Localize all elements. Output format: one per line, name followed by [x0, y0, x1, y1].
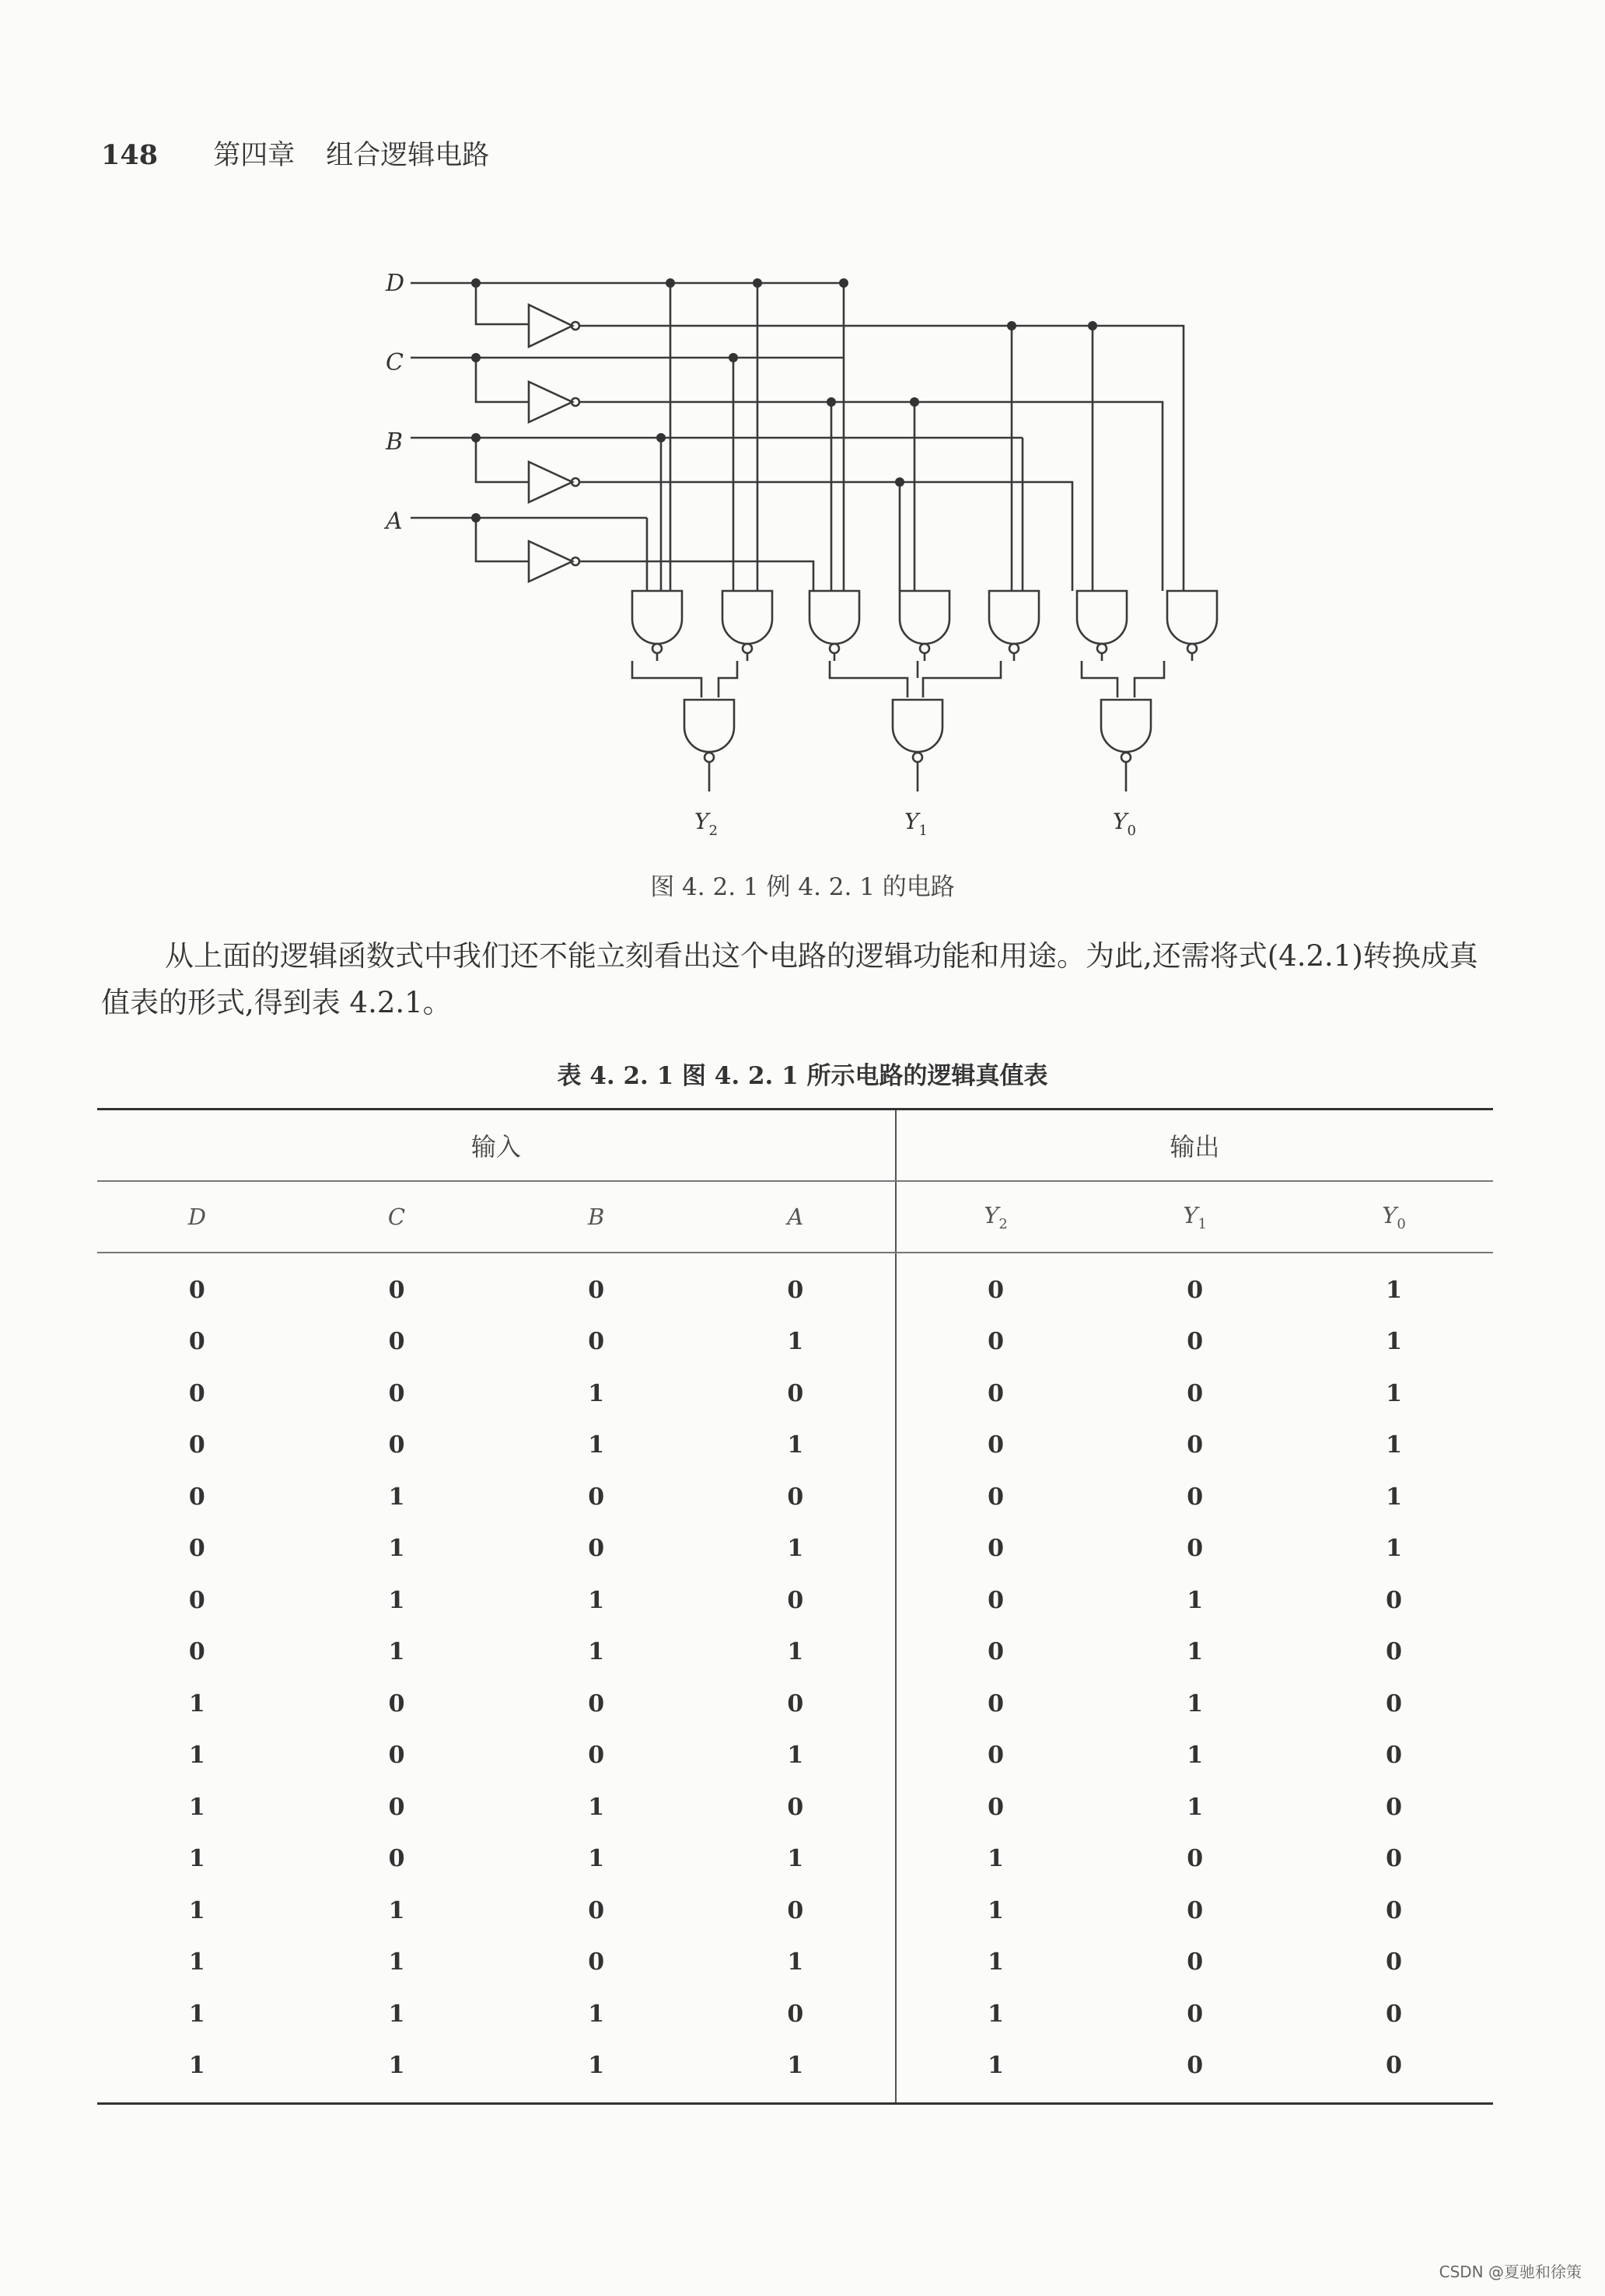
table-cell: 1	[696, 1523, 896, 1575]
table-row	[97, 1730, 1493, 1782]
nand-gate	[722, 591, 772, 644]
table-cell: 1	[988, 2000, 1004, 2028]
table-cell: 0	[388, 1690, 405, 1718]
table-cell: 0	[1095, 2040, 1295, 2104]
table-cell: 0	[988, 1793, 1004, 1821]
input-label-d: D	[386, 270, 405, 297]
table-cell: 1	[188, 1793, 205, 1821]
input-label-a: A	[386, 508, 403, 535]
table-row	[97, 1627, 1493, 1679]
table-cell: 0	[188, 1379, 205, 1407]
table-cell: 0	[388, 1793, 405, 1821]
table-cell: 0	[1386, 1948, 1402, 1976]
table-cell: 1	[388, 1586, 405, 1614]
table-cell: 0	[1386, 1845, 1402, 1873]
table-cell: 0	[1187, 1483, 1204, 1511]
nand-gate-bubble	[920, 644, 929, 653]
table-cell: 1	[1386, 1328, 1402, 1356]
table-cell: 0	[988, 1690, 1004, 1718]
table-row	[97, 1833, 1493, 1885]
table-cell: 1	[696, 1627, 896, 1679]
output-label-y1: $Y_1$	[904, 809, 928, 839]
nand-gate-bubble	[1009, 644, 1019, 653]
table-cell: 0	[696, 1471, 896, 1523]
nand-gate-bubble	[652, 644, 662, 653]
table-row	[97, 1781, 1493, 1833]
table-cell: 1	[588, 1793, 605, 1821]
table-cell: 0	[1187, 1535, 1204, 1563]
table-cell: 1	[588, 1379, 605, 1407]
table-cell: 0	[588, 1742, 605, 1770]
table-cell: 0	[696, 1678, 896, 1730]
table-cell: 1	[988, 1896, 1004, 1924]
table-cell: 1	[1187, 1690, 1204, 1718]
table-cell: 1	[188, 1896, 205, 1924]
table-cell: 0	[1187, 1276, 1204, 1304]
nand-gate-bubble	[1187, 644, 1197, 653]
table-cell: 0	[1386, 1586, 1402, 1614]
table-cell: 1	[696, 2040, 896, 2104]
nand-gates-level1	[632, 518, 1217, 661]
table-cell: 1	[696, 1316, 896, 1368]
table-cell: 0	[388, 1845, 405, 1873]
table-cell: 0	[588, 1328, 605, 1356]
column-header: D	[97, 1181, 297, 1253]
table-cell: 0	[388, 1328, 405, 1356]
table-cell: 0	[188, 1586, 205, 1614]
table-cell: 1	[988, 1845, 1004, 1873]
nand-gate	[632, 591, 682, 644]
column-header: C	[297, 1181, 497, 1253]
column-header: B	[496, 1181, 696, 1253]
table-cell: 0	[1187, 1948, 1204, 1976]
table-cell: 0	[988, 1638, 1004, 1666]
table-cell: 0	[588, 1948, 605, 1976]
table-row	[97, 1988, 1493, 2040]
table-row	[97, 1316, 1493, 1368]
table-row	[97, 1574, 1493, 1627]
table-cell: 1	[1386, 1431, 1402, 1459]
table-cell: 0	[1386, 1742, 1402, 1770]
watermark: CSDN @夏驰和徐策	[1439, 2263, 1582, 2281]
table-row	[97, 2040, 1493, 2104]
table-cell: 1	[1386, 1276, 1402, 1304]
table-cell: 0	[188, 1276, 205, 1304]
table-cell: 0	[388, 1431, 405, 1459]
table-cell: 1	[588, 1431, 605, 1459]
column-header: $Y_0$	[1295, 1181, 1493, 1253]
output-label-y2: $Y_2$	[694, 809, 718, 839]
nand-gate	[1167, 591, 1217, 644]
table-cell: 0	[1386, 2000, 1402, 2028]
table-cell: 0	[696, 1988, 896, 2040]
column-header: $Y_2$	[896, 1181, 1096, 1253]
table-cell: 1	[1187, 1638, 1204, 1666]
table-cell: 0	[388, 1742, 405, 1770]
table-cell: 0	[1386, 1793, 1402, 1821]
table-cell: 0	[1187, 1845, 1204, 1873]
table-cell: 0	[1386, 1638, 1402, 1666]
table-cell: 1	[496, 2040, 696, 2104]
input-label-c: C	[386, 349, 404, 376]
table-cell: 1	[188, 2000, 205, 2028]
table-cell: 1	[588, 1845, 605, 1873]
table-cell: 0	[588, 1276, 605, 1304]
section-title: 组合逻辑电路	[326, 140, 490, 171]
table-row	[97, 1523, 1493, 1575]
circuit-diagram	[0, 0, 1605, 855]
table-cell: 1	[696, 1420, 896, 1472]
nand-gate	[900, 591, 949, 644]
table-cell: 0	[988, 1431, 1004, 1459]
table-cell: 0	[696, 1781, 896, 1833]
column-header: $Y_1$	[1095, 1181, 1295, 1253]
table-cell: 1	[1386, 1379, 1402, 1407]
table-cell: 0	[588, 1483, 605, 1511]
table-cell: 0	[188, 1483, 205, 1511]
table-cell: 0	[988, 1328, 1004, 1356]
table-cell: 0	[188, 1328, 205, 1356]
table-cell: 1	[588, 1586, 605, 1614]
table-cell: 0	[388, 1276, 405, 1304]
table-cell: 0	[588, 1896, 605, 1924]
chapter-label: 第四章	[213, 140, 295, 171]
table-cell: 0	[1386, 1896, 1402, 1924]
table-cell: 1	[1187, 1793, 1204, 1821]
nand-gate	[989, 591, 1039, 644]
table-cell: 1	[588, 1638, 605, 1666]
table-row	[97, 1678, 1493, 1730]
table-cell: 0	[588, 1535, 605, 1563]
body-paragraph: 从上面的逻辑函数式中我们还不能立刻看出这个电路的逻辑功能和用途。为此,还需将式(4.2.1)转换成真值表的形式,得到表 4.2.1。	[101, 939, 1478, 1019]
table-cell: 0	[696, 1253, 896, 1316]
output-label-y0: $Y_0$	[1113, 809, 1136, 839]
table-row	[97, 1471, 1493, 1523]
table-cell: 0	[696, 1574, 896, 1627]
table-row	[97, 1420, 1493, 1472]
nand-gate-bubble	[743, 644, 752, 653]
table-cell: 0	[1187, 1328, 1204, 1356]
table-cell: 0	[988, 1535, 1004, 1563]
nand-gates-level2	[632, 661, 1164, 792]
table-cell: 1	[188, 1845, 205, 1873]
table-cell: 1	[696, 1730, 896, 1782]
table-cell: 1	[696, 1937, 896, 1989]
table-title: 表 4. 2. 1 图 4. 2. 1 所示电路的逻辑真值表	[557, 1062, 1048, 1090]
table-cell: 1	[388, 1483, 405, 1511]
table-cell: 0	[1295, 2040, 1493, 2104]
table-cell: 0	[1187, 1896, 1204, 1924]
nand-gate-bubble	[830, 644, 839, 653]
table-cell: 0	[988, 1276, 1004, 1304]
truth-table	[97, 1108, 1493, 2105]
table-cell: 1	[388, 1638, 405, 1666]
table-cell: 1	[297, 2040, 497, 2104]
table-cell: 0	[1386, 1690, 1402, 1718]
table-cell: 1	[388, 2000, 405, 2028]
nand-gate	[1077, 591, 1127, 644]
table-cell: 0	[388, 1379, 405, 1407]
table-cell: 0	[988, 1483, 1004, 1511]
table-cell: 1	[696, 1833, 896, 1885]
table-cell: 0	[1187, 1379, 1204, 1407]
table-row	[97, 1937, 1493, 1989]
table-cell: 1	[1187, 1586, 1204, 1614]
output-group-header: 输出	[896, 1110, 1493, 1182]
table-cell: 1	[1386, 1483, 1402, 1511]
table-cell: 1	[97, 2040, 297, 2104]
table-cell: 1	[388, 1948, 405, 1976]
table-cell: 1	[988, 1948, 1004, 1976]
nand-gate	[809, 591, 859, 644]
input-label-b: B	[386, 428, 404, 456]
input-group-header: 输入	[97, 1110, 896, 1182]
table-cell: 0	[988, 1586, 1004, 1614]
table-cell: 1	[188, 1948, 205, 1976]
table-cell: 0	[588, 1690, 605, 1718]
nand-gate-bubble	[1097, 644, 1107, 653]
table-cell: 0	[988, 1742, 1004, 1770]
figure-caption: 图 4. 2. 1 例 4. 2. 1 的电路	[650, 873, 955, 901]
table-cell: 0	[988, 1379, 1004, 1407]
table-cell: 0	[188, 1431, 205, 1459]
table-cell: 1	[188, 1690, 205, 1718]
table-cell: 1	[588, 2000, 605, 2028]
table-row	[97, 1885, 1493, 1937]
table-cell: 1	[388, 1896, 405, 1924]
table-row	[97, 1368, 1493, 1420]
table-cell: 0	[1187, 2000, 1204, 2028]
table-cell: 0	[188, 1535, 205, 1563]
table-cell: 1	[1187, 1742, 1204, 1770]
table-row	[97, 1253, 1493, 1316]
table-cell: 0	[1187, 1431, 1204, 1459]
table-cell: 1	[1386, 1535, 1402, 1563]
column-header: A	[696, 1181, 896, 1253]
table-cell: 0	[696, 1885, 896, 1937]
table-cell: 0	[696, 1368, 896, 1420]
page-number: 148	[101, 139, 159, 171]
table-cell: 1	[896, 2040, 1096, 2104]
table-cell: 1	[388, 1535, 405, 1563]
table-cell: 0	[188, 1638, 205, 1666]
table-cell: 1	[188, 1742, 205, 1770]
